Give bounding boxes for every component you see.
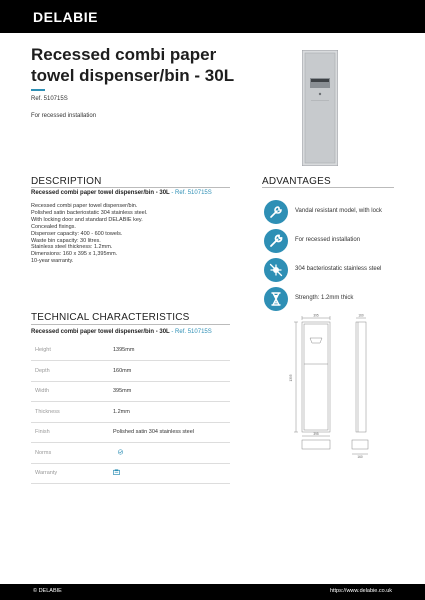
description-line: Waste bin capacity: 30 litres. [31,237,101,244]
table-row [31,340,230,361]
description-heading: DESCRIPTION [31,176,102,187]
advantage-label: Vandal resistant model, with lock [295,208,382,214]
description-body [31,203,231,265]
installation-text: For recessed installation [31,113,97,119]
advantage-item [264,229,414,253]
spec-value: 1.2mm [113,402,230,423]
dim-height-label: 1395 [289,374,293,382]
spec-value: 160mm [113,361,230,382]
dim-width-label: 395 [313,313,319,318]
reference-text: Ref. 510715S [31,96,68,102]
description-line: 10-year warranty. [31,258,74,265]
description-line: Polished satin bacteriostatic 304 stainless steel. [31,209,148,216]
tools-icon [264,200,288,224]
brand-logo[interactable]: DELABIE [33,9,98,25]
advantage-label: Strength: 1.2mm thick [295,295,354,301]
dim-bottom-label: 395 [313,432,319,436]
technical-subheading [31,329,212,335]
footer-copyright: © DELABIE [33,588,62,594]
advantage-label: For recessed installation [295,237,361,243]
advantages-heading: ADVANTAGES [262,176,331,187]
page-title: Recessed combi paper towel dispenser/bin - 30L [31,45,235,85]
technical-drawing [288,312,388,472]
dim-depth-label: 160 [358,313,364,318]
description-line: With locking door and standard DELABIE key. [31,216,143,223]
advantage-item [264,258,414,282]
spec-value: 395mm [113,381,230,402]
description-line: Concealed fixings. [31,223,76,230]
table-row [31,422,230,443]
no-bacteria-icon [264,258,288,282]
description-divider [31,187,230,188]
description-subheading [31,190,212,196]
advantage-item [264,287,414,311]
spec-value: 1395mm [113,340,230,361]
spec-key: Height [31,340,113,361]
spec-key: Norms [31,443,113,464]
technical-subheading-text: Recessed combi paper towel dispenser/bin - 30L [31,329,170,335]
table-row [31,443,230,464]
dim-side-bottom-label: 160 [357,455,363,459]
spec-key: Warranty [31,463,113,484]
technical-heading: TECHNICAL CHARACTERISTICS [31,312,190,323]
spec-value: Polished satin 304 stainless steel [113,422,230,443]
spec-value [113,443,230,464]
footer-url-link[interactable]: https://www.delabie.co.uk [329,588,392,594]
spec-table [31,340,230,484]
description-ref-link[interactable]: - Ref. 510715S [169,190,212,196]
spec-key: Depth [31,361,113,382]
title-underline [31,89,45,91]
spec-key: Finish [31,422,113,443]
advantages-divider [262,187,394,188]
norms-badge-icon [117,449,124,455]
advantage-item [264,200,414,224]
description-line: Stainless steel thickness: 1.2mm. [31,244,113,251]
product-image [302,50,338,166]
description-line: Recessed combi paper towel dispenser/bin. [31,203,138,209]
table-row [31,463,230,484]
technical-ref-link[interactable]: - Ref. 510715S [169,329,212,335]
header-bar [0,0,425,33]
table-row [31,402,230,423]
advantage-label: 304 bacteriostatic stainless steel [295,266,382,272]
warranty-badge-icon [113,469,120,475]
description-line: Dimensions: 160 x 395 x 1,395mm. [31,251,118,258]
description-line: Dispenser capacity: 400 - 600 towels. [31,230,123,237]
footer-bar [0,584,425,600]
spec-key: Thickness [31,402,113,423]
spec-key: Width [31,381,113,402]
table-row [31,381,230,402]
spec-value [113,463,230,484]
wrench-icon [264,229,288,253]
table-row [31,361,230,382]
description-subheading-text: Recessed combi paper towel dispenser/bin - 30L [31,190,170,196]
hourglass-icon [264,287,288,311]
technical-divider [31,324,230,325]
